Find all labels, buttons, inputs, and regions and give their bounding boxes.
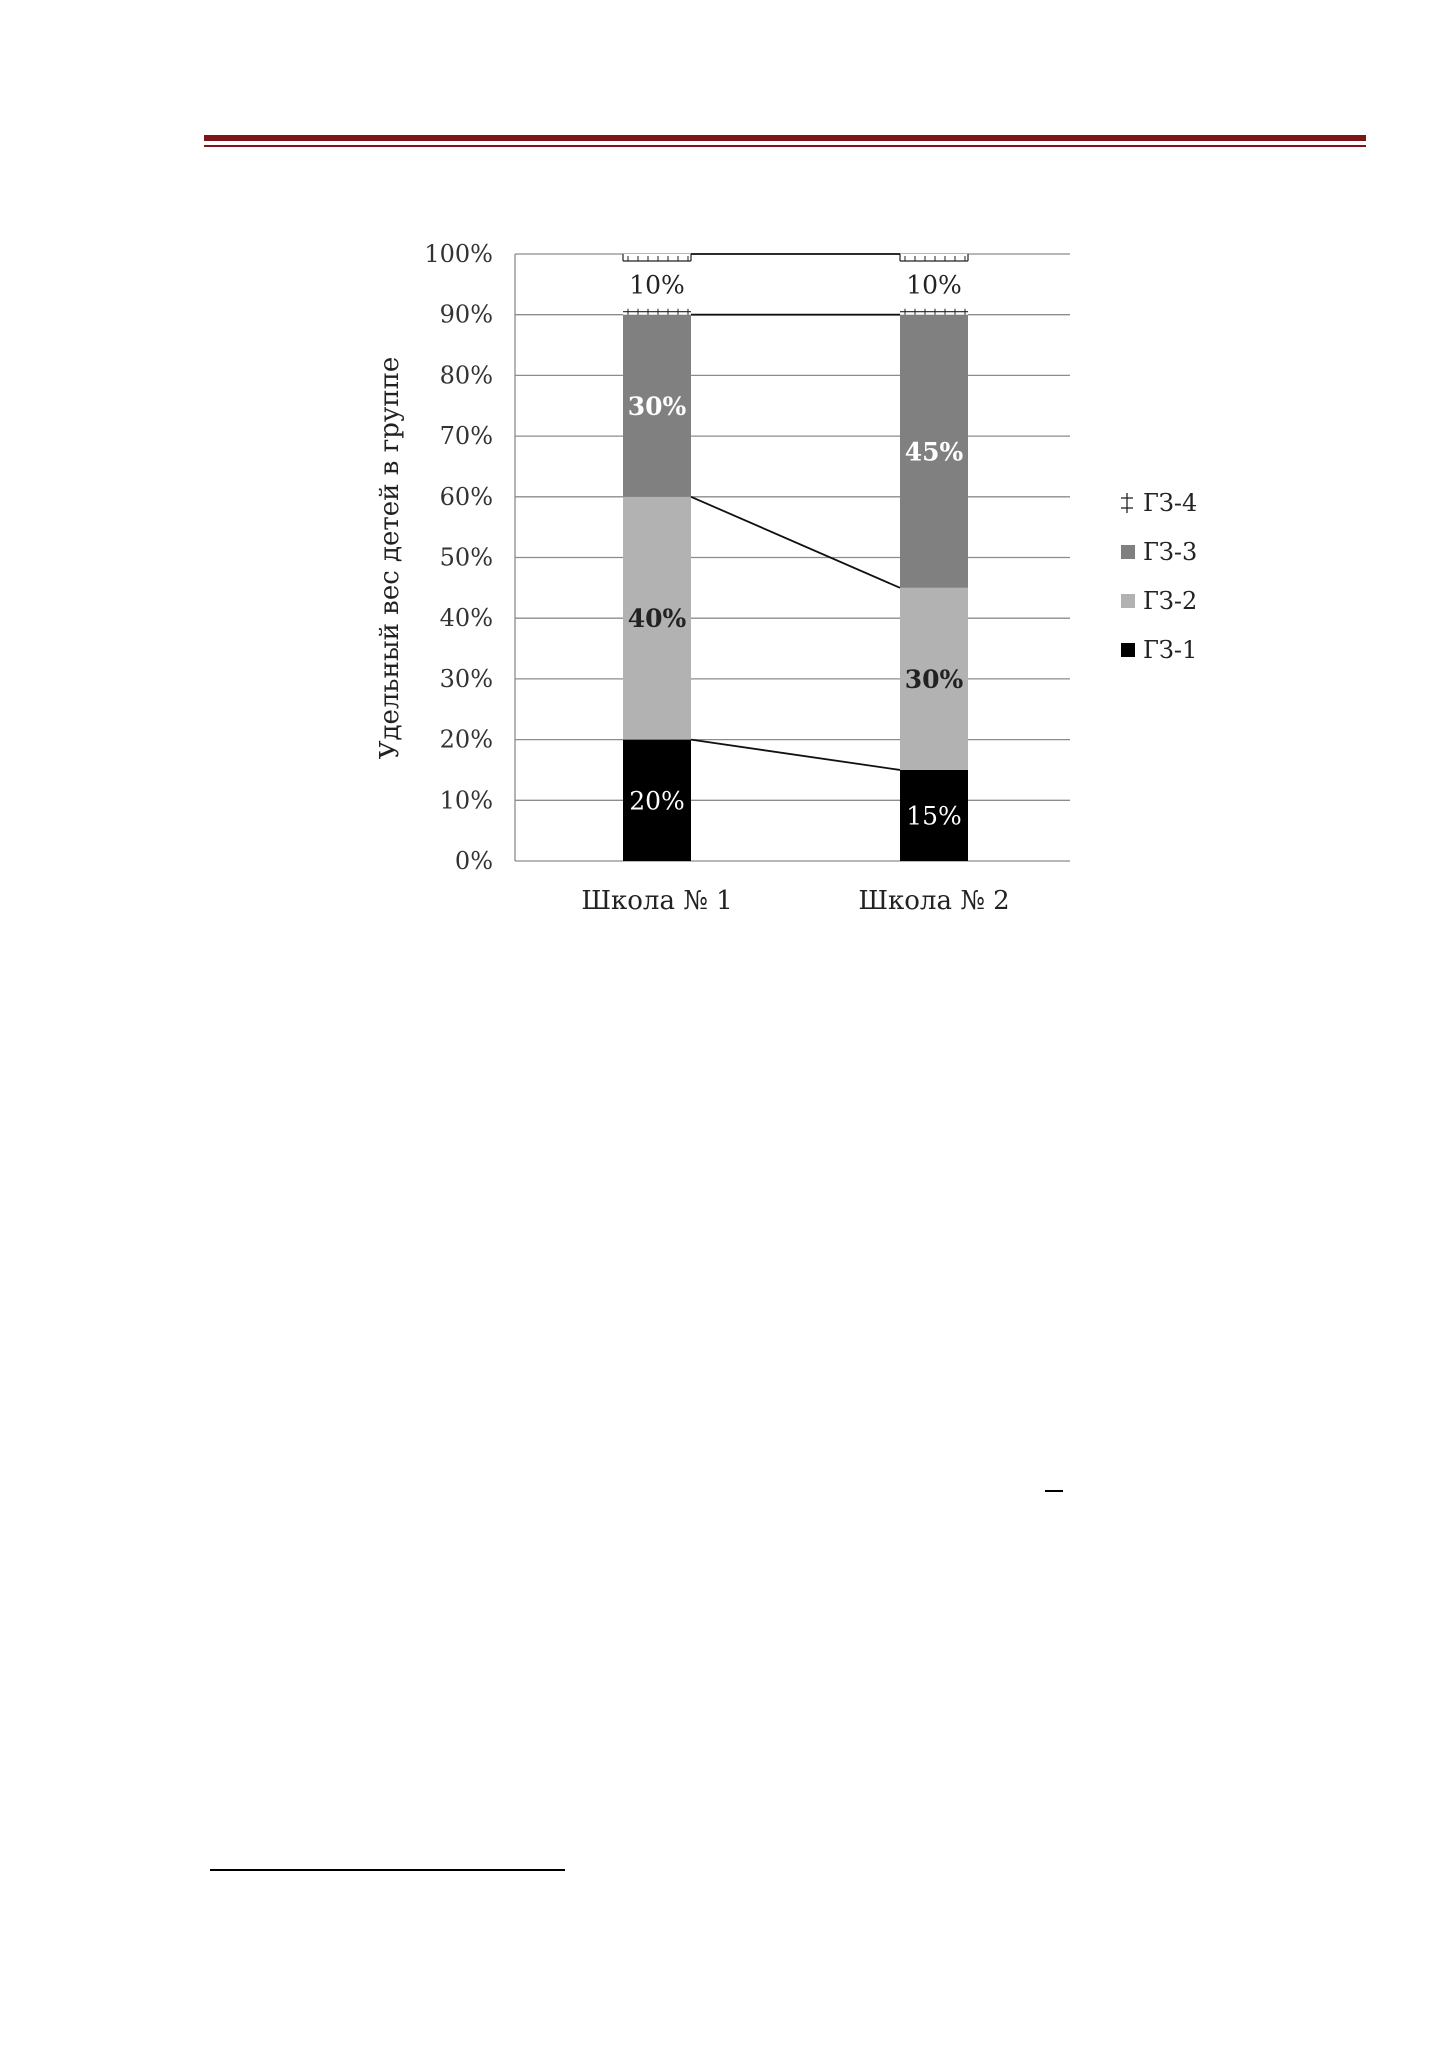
y-tick-label: 40% xyxy=(439,604,493,633)
y-tick-label: 80% xyxy=(439,361,493,390)
data-label: 30% xyxy=(904,664,964,694)
y-tick-label: 90% xyxy=(439,300,493,329)
legend-label: ГЗ-1 xyxy=(1143,636,1198,664)
y-tick-label: 70% xyxy=(439,422,493,451)
data-label: 15% xyxy=(906,801,962,831)
y-tick-label: 0% xyxy=(454,847,493,875)
y-axis-label: Удельный вес детей в группе xyxy=(375,356,405,760)
legend-label: ГЗ-4 xyxy=(1143,489,1198,517)
data-label: 30% xyxy=(627,391,687,421)
legend-swatch-ГЗ-1 xyxy=(1121,643,1135,657)
y-axis-ticks xyxy=(424,240,493,875)
y-tick-label: 10% xyxy=(439,786,493,815)
legend-label: ГЗ-3 xyxy=(1143,538,1198,566)
footnote-rule xyxy=(210,1869,565,1871)
data-label: 10% xyxy=(629,270,685,300)
y-tick-label: 100% xyxy=(424,240,493,268)
y-tick-label: 20% xyxy=(439,725,493,754)
y-tick-label: 60% xyxy=(439,482,493,511)
x-axis-categories xyxy=(581,886,1009,916)
text-dash-mark xyxy=(1045,1490,1063,1492)
data-label: 45% xyxy=(904,437,964,467)
series-line xyxy=(691,497,900,588)
legend-swatch-ГЗ-4 xyxy=(1121,493,1133,513)
data-label: 20% xyxy=(629,786,685,816)
series-line xyxy=(691,740,900,770)
legend-swatch-ГЗ-3 xyxy=(1121,545,1135,559)
series-lines xyxy=(691,254,900,770)
legend xyxy=(1121,489,1197,664)
x-category-label: Школа № 2 xyxy=(858,886,1010,916)
data-label: 40% xyxy=(627,604,687,634)
stacked-bar-chart xyxy=(0,0,1449,920)
x-category-label: Школа № 1 xyxy=(581,886,733,916)
y-tick-label: 50% xyxy=(439,543,493,572)
legend-label: ГЗ-2 xyxy=(1143,587,1198,615)
y-tick-label: 30% xyxy=(439,664,493,693)
data-label: 10% xyxy=(906,270,962,300)
legend-swatch-ГЗ-2 xyxy=(1121,594,1135,608)
gridlines xyxy=(515,254,1070,861)
